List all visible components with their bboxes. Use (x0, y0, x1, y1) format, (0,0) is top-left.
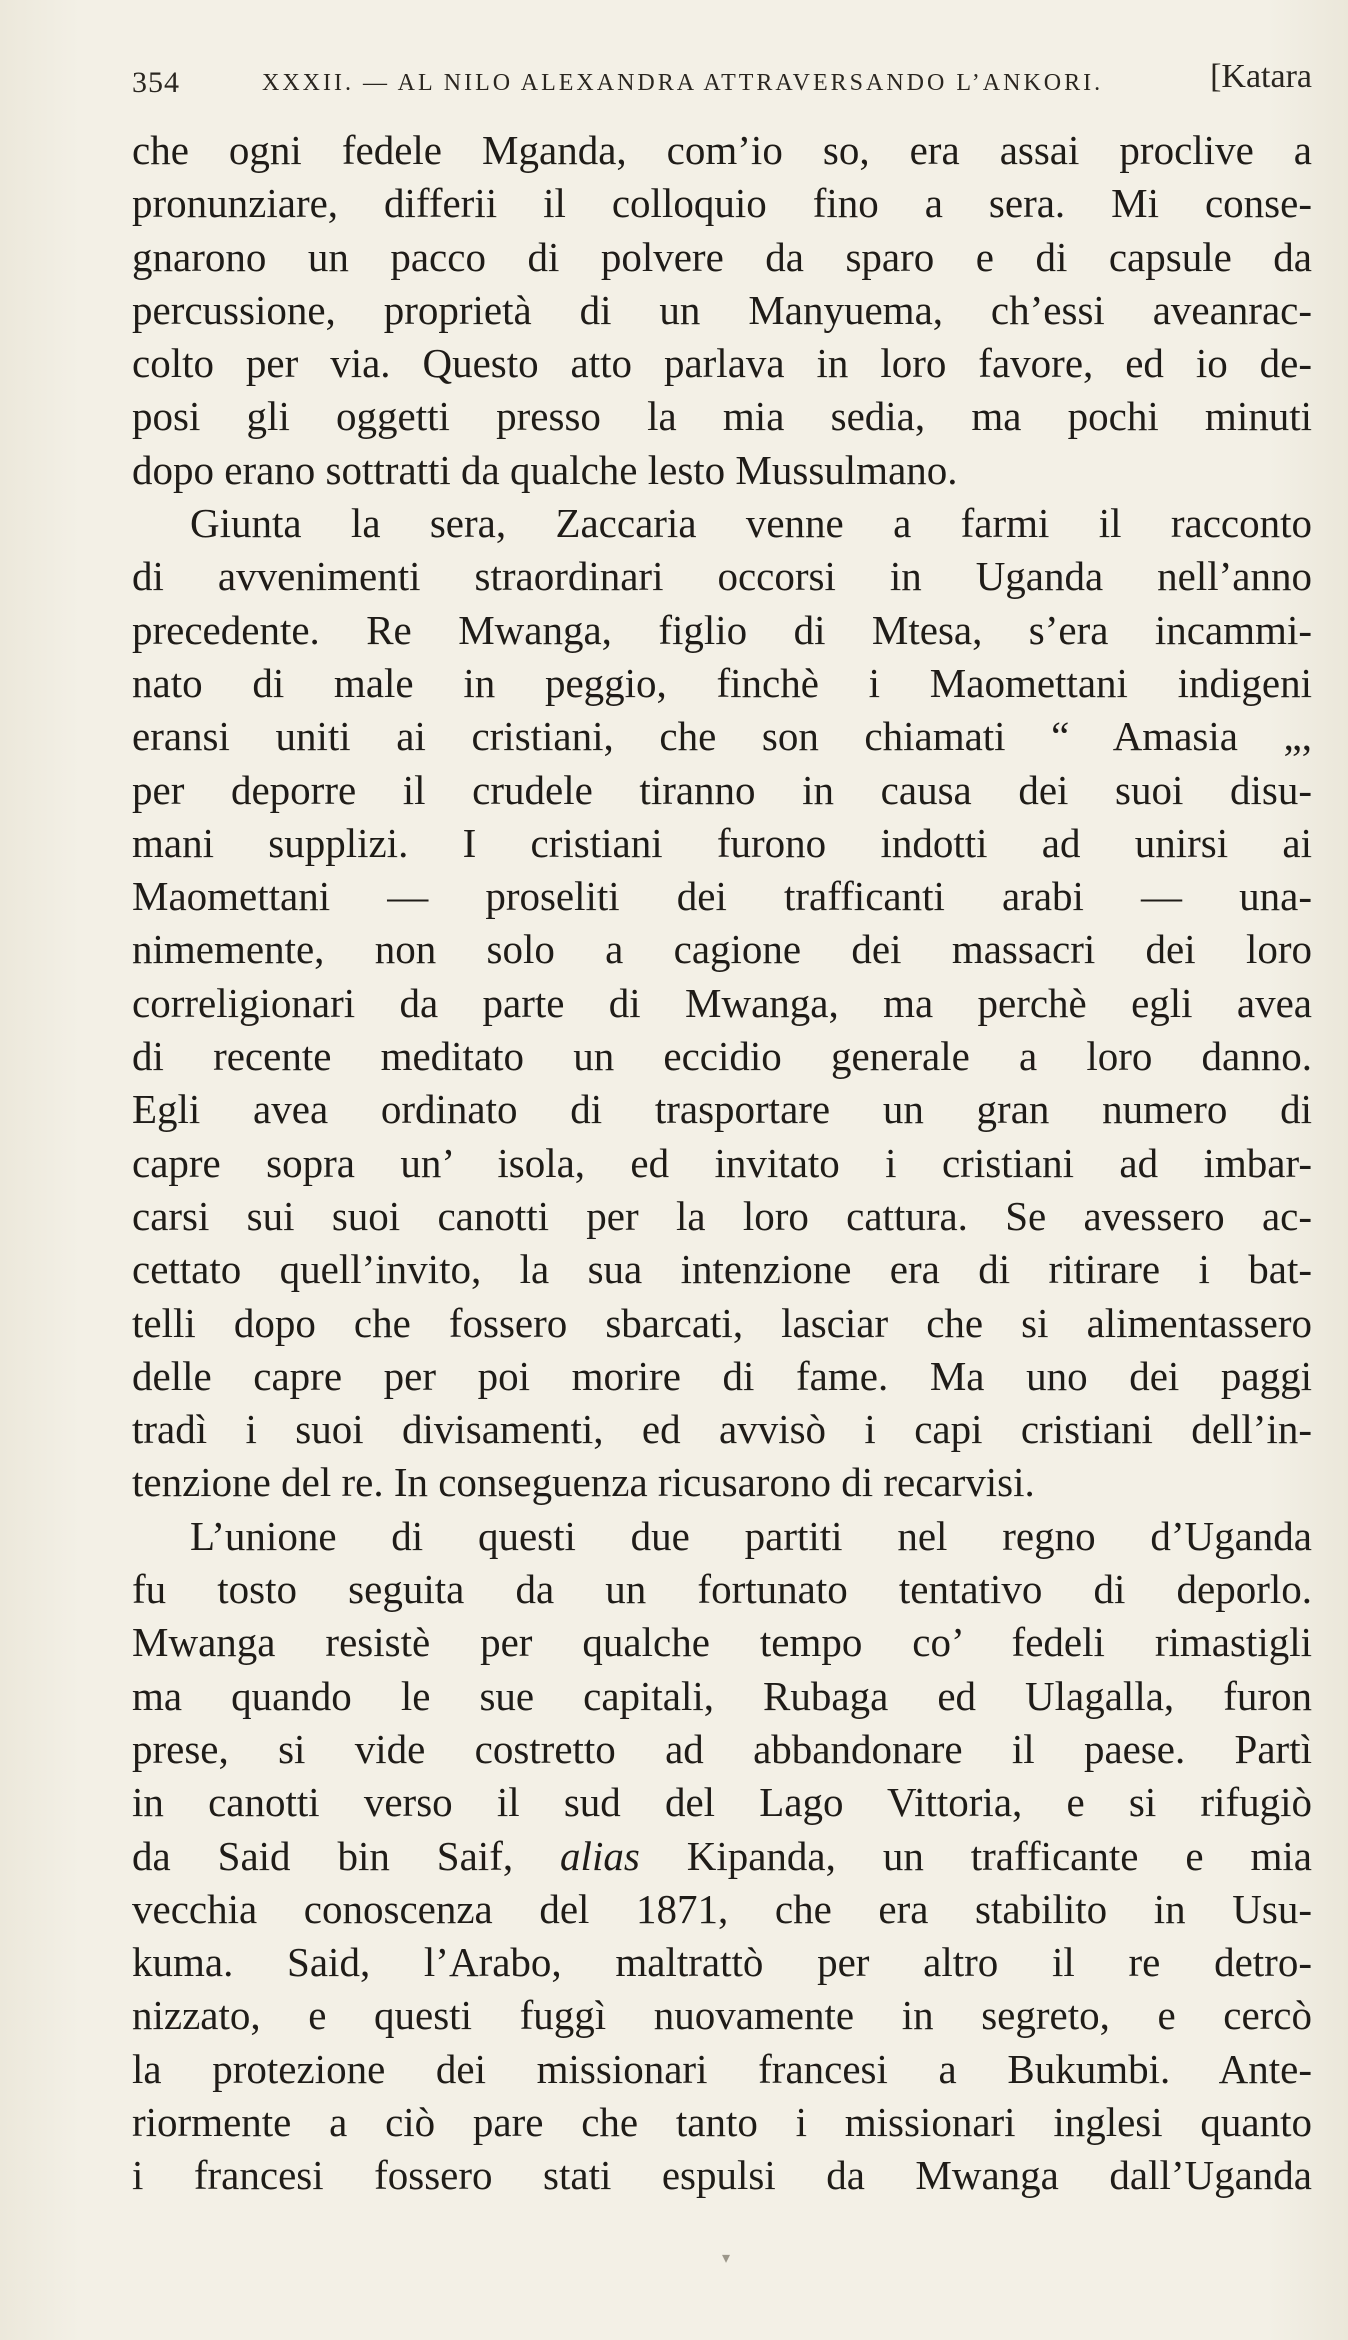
text-line: mani supplizi. I cristiani furono indotti ad unirsi ai (132, 819, 1312, 866)
text-line: tradì i suoi divisamenti, ed avvisò i capi cristiani dell’in- (132, 1406, 1312, 1453)
text-line-with-italic (132, 1830, 1312, 1883)
text-line: dopo erano sottratti da qualche lesto Mussulmano. (132, 446, 958, 493)
text-line: pronunziare, differii il colloquio fino a sera. Mi conse- (132, 180, 1312, 227)
text-line: la protezione dei missionari francesi a Bukumbi. Ante- (132, 2045, 1312, 2092)
text-line: prese, si vide costretto ad abbandonare il paese. Partì (132, 1725, 1312, 1772)
text-line: nizzato, e questi fuggì nuovamente in segreto, e cercò (132, 1992, 1312, 2039)
text-line: per deporre il crudele tiranno in causa dei suoi disu- (132, 766, 1312, 813)
text-line: precedente. Re Mwanga, figlio di Mtesa, s’era incammi- (132, 606, 1312, 653)
text-line: fu tosto seguita da un fortunato tentativo di deporlo. (132, 1566, 1312, 1613)
body-text (132, 124, 1312, 2203)
text-line: eransi uniti ai cristiani, che son chiamati “ Amasia „, (132, 713, 1312, 760)
text-line: riormente a ciò pare che tanto i missionari inglesi quanto (132, 2098, 1312, 2145)
text-line: Mwanga resistè per qualche tempo co’ fedeli rimastigli (132, 1619, 1312, 1666)
text-line: i francesi fossero stati espulsi da Mwanga dall’Uganda (132, 2152, 1312, 2199)
print-mark-icon: ▾ (722, 2248, 731, 2267)
text-line: kuma. Said, l’Arabo, maltrattò per altro il re detro- (132, 1939, 1312, 1986)
text-line: in canotti verso il sud del Lago Vittoria, e si rifugiò (132, 1779, 1312, 1826)
text-line: posi gli oggetti presso la mia sedia, ma pochi minuti (132, 393, 1312, 440)
running-head: XXXII. — AL NILO ALEXANDRA ATTRAVERSANDO L’ANKORI. (262, 70, 1104, 96)
paragraph-first-line: Giunta la sera, Zaccaria venne a farmi il racconto (190, 500, 1312, 547)
text-line: carsi sui suoi canotti per la loro cattura. Se avessero ac- (132, 1192, 1312, 1239)
page-header (132, 58, 1312, 108)
text-line: cettato quell’invito, la sua intenzione era di ritirare i bat- (132, 1246, 1312, 1293)
text-line: telli dopo che fossero sbarcati, lasciar che si alimentassero (132, 1299, 1312, 1346)
text-line: gnarono un pacco di polvere da sparo e di capsule da (132, 233, 1312, 280)
text-line: correligionari da parte di Mwanga, ma perchè egli avea (132, 979, 1312, 1026)
paragraph-first-line: L’unione di questi due partiti nel regno d’Uganda (190, 1512, 1312, 1559)
text-line: nimemente, non solo a cagione dei massacri dei loro (132, 926, 1312, 973)
text-line: di avvenimenti straordinari occorsi in Uganda nell’anno (132, 553, 1312, 600)
text-segment: da Said bin Saif, (132, 1832, 561, 1879)
section-marker: [Katara (1210, 58, 1312, 95)
text-line: delle capre per poi morire di fame. Ma uno dei paggi (132, 1352, 1312, 1399)
italic-term: alias (560, 1832, 640, 1879)
text-line: Maomettani — proseliti dei trafficanti arabi — una- (132, 873, 1312, 920)
text-line: nato di male in peggio, finchè i Maomettani indigeni (132, 659, 1312, 706)
text-line: percussione, proprietà di un Manyuema, ch’essi aveanrac- (132, 286, 1312, 333)
text-line: Egli avea ordinato di trasportare un gran numero di (132, 1086, 1312, 1133)
text-line: tenzione del re. In conseguenza ricusarono di recarvisi. (132, 1459, 1035, 1506)
page-number: 354 (132, 66, 180, 99)
text-line: che ogni fedele Mganda, com’io so, era assai proclive a (132, 127, 1312, 173)
text-line: vecchia conoscenza del 1871, che era stabilito in Usu- (132, 1885, 1312, 1932)
text-line: di recente meditato un eccidio generale a loro danno. (132, 1033, 1312, 1080)
text-line: colto per via. Questo atto parlava in loro favore, ed io de- (132, 340, 1312, 387)
text-segment: Kipanda, un trafficante e mia (639, 1832, 1312, 1879)
text-line: ma quando le sue capitali, Rubaga ed Ulagalla, furon (132, 1672, 1312, 1719)
text-line: capre sopra un’ isola, ed invitato i cristiani ad imbar- (132, 1139, 1312, 1186)
